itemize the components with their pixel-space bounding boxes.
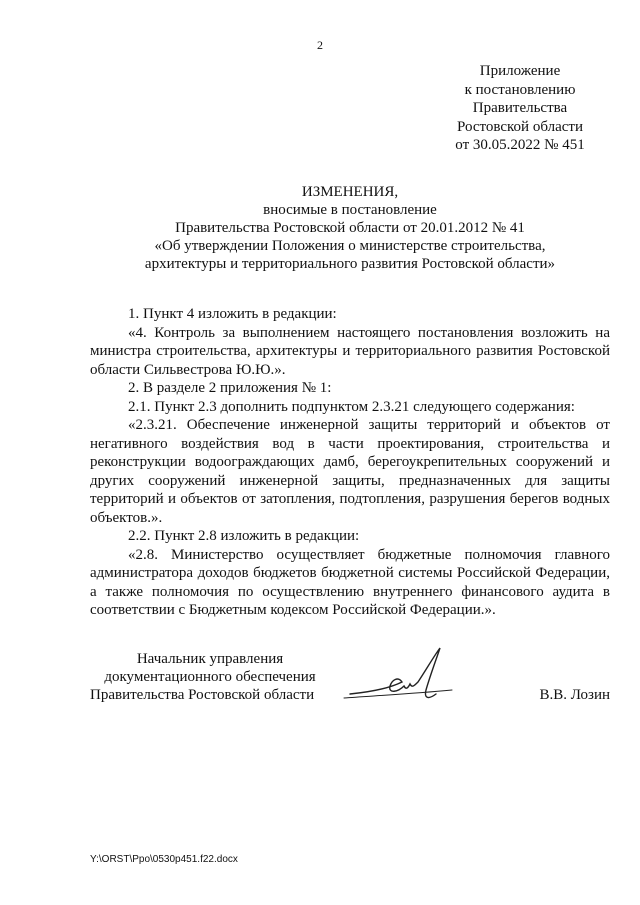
page-number: 2 [317,38,323,52]
signature-block [90,650,610,710]
signatory-name: В.В. Лозин [539,687,610,703]
document-body [90,305,610,620]
paragraph-5: «2.3.21. Обеспечение инженерной защиты территорий и объектов от негативного воздействия вод в части проектирования, строительства и реконструкции водоограждающих дамб, берегоукрепительных сооружений и других сооружений инженерной защиты, предназначенных для защиты территорий и объектов от затопления, подтопления, разрушения берегов водных объектов.». [90,417,610,526]
appendix-header [440,62,600,155]
paragraph-6: 2.2. Пункт 2.8 изложить в редакции: [128,528,360,544]
appendix-line: к постановлению [464,81,576,98]
paragraph-2: «4. Контроль за выполнением настоящего постановления возложить на министра строительства, архитектуры и территориального развития Ростовской области Сильвестрова Ю.Ю.». [90,324,610,378]
title-heading: ИЗМЕНЕНИЯ, [301,184,399,200]
signatory-title-line: Правительства Ростовской области [90,687,315,703]
file-path-footer: Y:\ORST\Ppo\0530p451.f22.docx [90,854,238,865]
appendix-line: Ростовской области [457,118,583,135]
paragraph-1: 1. Пункт 4 изложить в редакции: [128,306,337,322]
signatory-title-line: документационного обеспечения [104,669,316,685]
title-line: архитектуры и территориального развития Ростовской области» [144,256,556,272]
appendix-line: Приложение [479,63,561,79]
document-title [90,183,610,273]
appendix-line: от 30.05.2022 № 451 [455,137,585,153]
paragraph-7: «2.8. Министерство осуществляет бюджетные полномочия главного администратора доходов бюджетов бюджетной системы Российской Федерации, а также полномочия по осуществлению внутреннего финансового аудита в соответствии с Бюджетным кодексом Российской Федерации.». [90,546,610,618]
paragraph-4: 2.1. Пункт 2.3 дополнить подпунктом 2.3.21 следующего содержания: [128,398,575,415]
paragraph-3: 2. В разделе 2 приложения № 1: [128,380,332,396]
title-line: Правительства Ростовской области от 20.01.2012 № 41 [175,220,525,236]
title-line: вносимые в постановление [263,202,437,218]
signatory-title [90,650,330,704]
signatory-title-line: Начальник управления [136,651,284,667]
title-line: «Об утверждении Положения о министерстве строительства, [154,238,546,254]
handwritten-signature [340,642,460,712]
appendix-line: Правительства [472,100,568,116]
